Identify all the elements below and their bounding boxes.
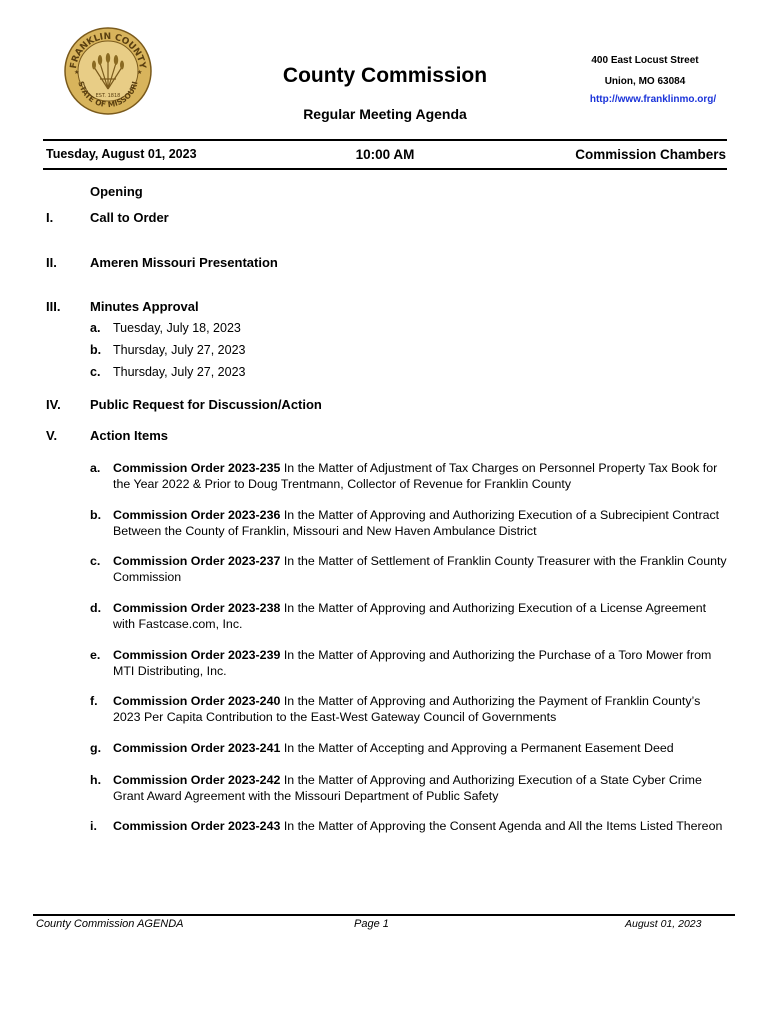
order-description: In the Matter of Approving and Authorizing Execution of a License Agreement with Fastcase.com, Inc. [113, 601, 707, 631]
action-item-letter: h. [90, 773, 102, 787]
address-street: 400 East Locust Street [591, 55, 699, 66]
action-item-letter: g. [90, 741, 102, 755]
svg-text:★: ★ [74, 70, 80, 76]
minutes-letter: a. [90, 321, 101, 335]
meeting-date: Tuesday, August 01, 2023 [46, 147, 197, 161]
meeting-place: Commission Chambers [575, 147, 726, 162]
meeting-time: 10:00 AM [355, 147, 415, 162]
order-number: Commission Order 2023-240 [113, 694, 281, 708]
section-title-minutes-approval: Minutes Approval [90, 299, 199, 314]
order-description: In the Matter of Approving and Authorizing Execution of a State Cyber Crime Grant Award Agreement with the Missouri Department of Public Safety [113, 773, 702, 803]
action-item [90, 693, 730, 725]
minutes-item: Thursday, July 27, 2023 [113, 365, 246, 379]
svg-text:EST. 1818: EST. 1818 [95, 93, 121, 99]
section-title-public-request: Public Request for Discussion/Action [90, 397, 322, 412]
section-number: IV. [46, 397, 61, 412]
section-number: II. [46, 255, 57, 270]
action-item [90, 553, 730, 585]
action-item-letter: e. [90, 648, 101, 662]
section-number: I. [46, 210, 54, 225]
section-title-presentation: Ameren Missouri Presentation [90, 255, 278, 270]
order-number: Commission Order 2023-239 [113, 648, 281, 662]
action-item [90, 818, 730, 834]
opening-label: Opening [90, 184, 143, 199]
action-item [90, 740, 730, 756]
order-description: In the Matter of Settlement of Franklin County Treasurer with the Franklin County Commission [113, 554, 727, 584]
minutes-item: Tuesday, July 18, 2023 [113, 321, 241, 335]
action-item-letter: a. [90, 461, 101, 475]
action-item [90, 460, 730, 492]
svg-text:★: ★ [137, 70, 143, 76]
action-item [90, 772, 730, 804]
order-description: In the Matter of Adjustment of Tax Charges on Personnel Property Tax Book for the Year 2022 & Prior to Doug Trentmann, Collector of Revenue for Franklin County [113, 461, 718, 491]
action-item-letter: i. [90, 819, 97, 833]
order-number: Commission Order 2023-243 [113, 819, 281, 833]
order-number: Commission Order 2023-241 [113, 741, 281, 755]
address-city: Union, MO 63084 [604, 76, 686, 87]
minutes-item: Thursday, July 27, 2023 [113, 343, 246, 357]
order-description: In the Matter of Approving and Authorizing the Purchase of a Toro Mower from MTI Distributing, Inc. [113, 648, 712, 678]
section-title-call-to-order: Call to Order [90, 210, 169, 225]
section-number: V. [46, 428, 58, 443]
website-link[interactable]: http://www.franklinmo.org/ [589, 94, 717, 105]
action-item-letter: d. [90, 601, 102, 615]
header-divider-top [43, 139, 727, 141]
order-number: Commission Order 2023-238 [113, 601, 281, 615]
order-number: Commission Order 2023-235 [113, 461, 281, 475]
action-item [90, 507, 730, 539]
minutes-letter: b. [90, 343, 102, 357]
footer-divider [33, 914, 735, 916]
order-description: In the Matter of Approving and Authorizing Execution of a Subrecipient Contract Between the County of Franklin, Missouri and New Haven Ambulance District [113, 508, 720, 538]
action-item [90, 600, 730, 632]
page-subtitle: Regular Meeting Agenda [303, 106, 467, 122]
order-number: Commission Order 2023-242 [113, 773, 281, 787]
order-number: Commission Order 2023-237 [113, 554, 281, 568]
footer-page-number: Page 1 [354, 918, 389, 930]
minutes-letter: c. [90, 365, 101, 379]
action-item [90, 647, 730, 679]
order-description: In the Matter of Accepting and Approving a Permanent Easement Deed [283, 741, 674, 755]
order-description: In the Matter of Approving and Authorizing the Payment of Franklin County’s 2023 Per Capita Contribution to the East-West Gateway Council of Governments [113, 694, 701, 724]
section-number: III. [46, 299, 61, 314]
header-divider-bottom [43, 168, 727, 170]
action-item-letter: f. [90, 694, 98, 708]
order-description: In the Matter of Approving the Consent Agenda and All the Items Listed Thereon [283, 819, 723, 833]
order-number: Commission Order 2023-236 [113, 508, 281, 522]
page-title: County Commission [282, 64, 488, 87]
svg-text:STATE OF MISSOURI: STATE OF MISSOURI [76, 80, 140, 110]
action-item-letter: c. [90, 554, 101, 568]
action-item-letter: b. [90, 508, 102, 522]
svg-text:FRANKLIN COUNTY: FRANKLIN COUNTY [69, 31, 147, 70]
section-title-action-items: Action Items [90, 428, 169, 443]
footer-date: August 01, 2023 [625, 918, 702, 930]
footer-doc-name: County Commission AGENDA [36, 918, 184, 930]
